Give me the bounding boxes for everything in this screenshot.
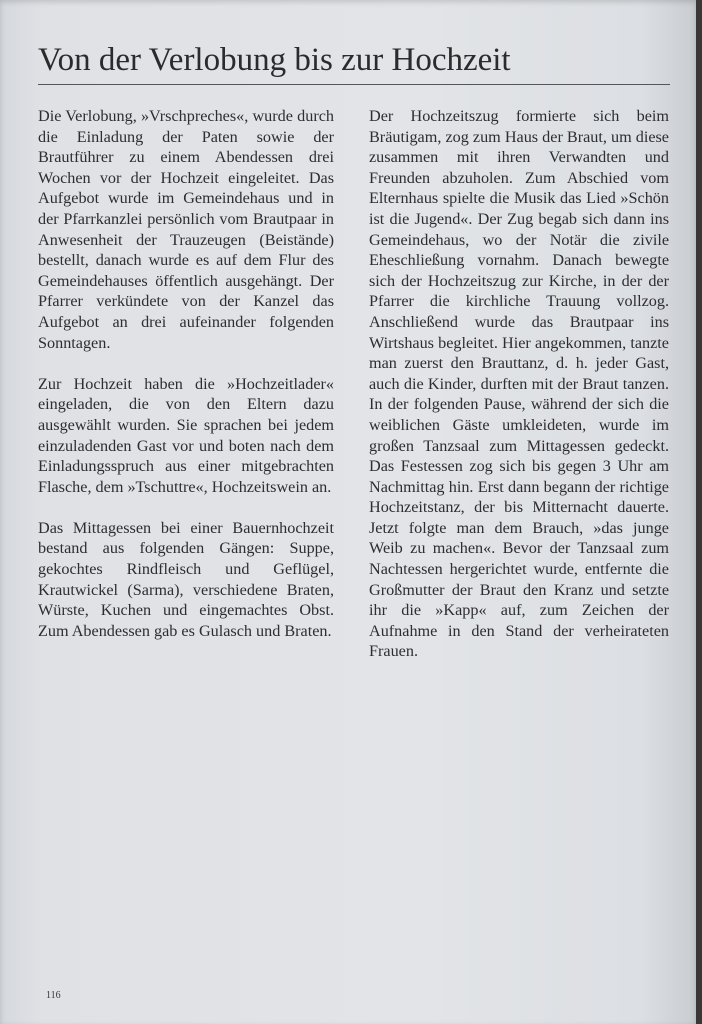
paragraph-meals: Das Mittagessen bei einer Bauernhochzeit bestand aus folgenden Gängen: Suppe, gekochtes Rindfleisch und Geflügel, Krautwickel (Sarma), verschiedene Braten, Würste, Kuchen und eingemachtes Obst. Zum Abendessen gab es Gulasch und Braten. (38, 518, 334, 640)
page-number: 116 (46, 990, 61, 1001)
paragraph-wedding-procession: Der Hochzeitszug formierte sich beim Bräutigam, zog zum Haus der Braut, um diese zusammen mit ihren Verwandten und Freunden abzuholen. Zum Abschied vom Elternhaus spielte die Musik das Lied »Schön ist die Jugend«. Der Zug begab sich dann ins Gemeindehaus, wo der Notär die zivile Eheschließung vornahm. Danach bewegte sich der Hochzeitszug zur Kirche, in der der Pfarrer die kirchliche Trauung vollzog. Anschließend wurde das Brautpaar ins Wirtshaus begleitet. Hier angekommen, tanzte man zuerst den Brauttanz, d. h. jeder Gast, auch die Kinder, durften mit der Braut tanzen. In der folgenden Pause, während der sich die weiblichen Gäste umkleideten, wurde im großen Tanzsaal zum Mittagessen gedeckt. Das Festessen zog sich bis gegen 3 Uhr am Nachmittag hin. Erst dann begann der richtige Hochzeitstanz, der bis Mitternacht dauerte. Jetzt folgte man dem Brauch, »das junge Weib zu machen«. Bevor der Tanzsaal zum Nachtessen hergerichtet wurde, entfernte die Großmutter der Braut den Kranz und setzte ihr die »Kapp« auf, zum Zeichen der Aufnahme in den Stand der verheirateten Frauen. (369, 107, 669, 661)
paragraph-invitation: Zur Hochzeit haben die »Hochzeitlader« eingeladen, die von den Eltern dazu ausgewählt wurden. Sie sprachen bei jedem einzuladenden Gast vor und boten nach dem Einladungsspruch aus einer mitgebrachten Flasche, dem »Tschuttre«, Hochzeitswein an. (38, 374, 334, 496)
left-column (38, 106, 334, 662)
paragraph-engagement: Die Verlobung, »Vrschpreches«, wurde durch die Einladung der Paten sowie der Brautführer zu einem Abendessen drei Wochen vor der Hochzeit eingeleitet. Das Aufgebot wurde im Gemeindehaus und in der Pfarrkanzlei persönlich vom Brautpaar in Anwesenheit der Trauzeugen (Beistände) bestellt, danach wurde es auf dem Flur des Gemeindehauses öffentlich ausgehängt. Der Pfarrer verkündete von der Kanzel das Aufgebot an drei aufeinander folgenden Sonntagen. (38, 107, 334, 352)
title-divider (38, 84, 670, 85)
right-column (369, 106, 669, 683)
page-title: Von der Verlobung bis zur Hochzeit (38, 42, 511, 78)
